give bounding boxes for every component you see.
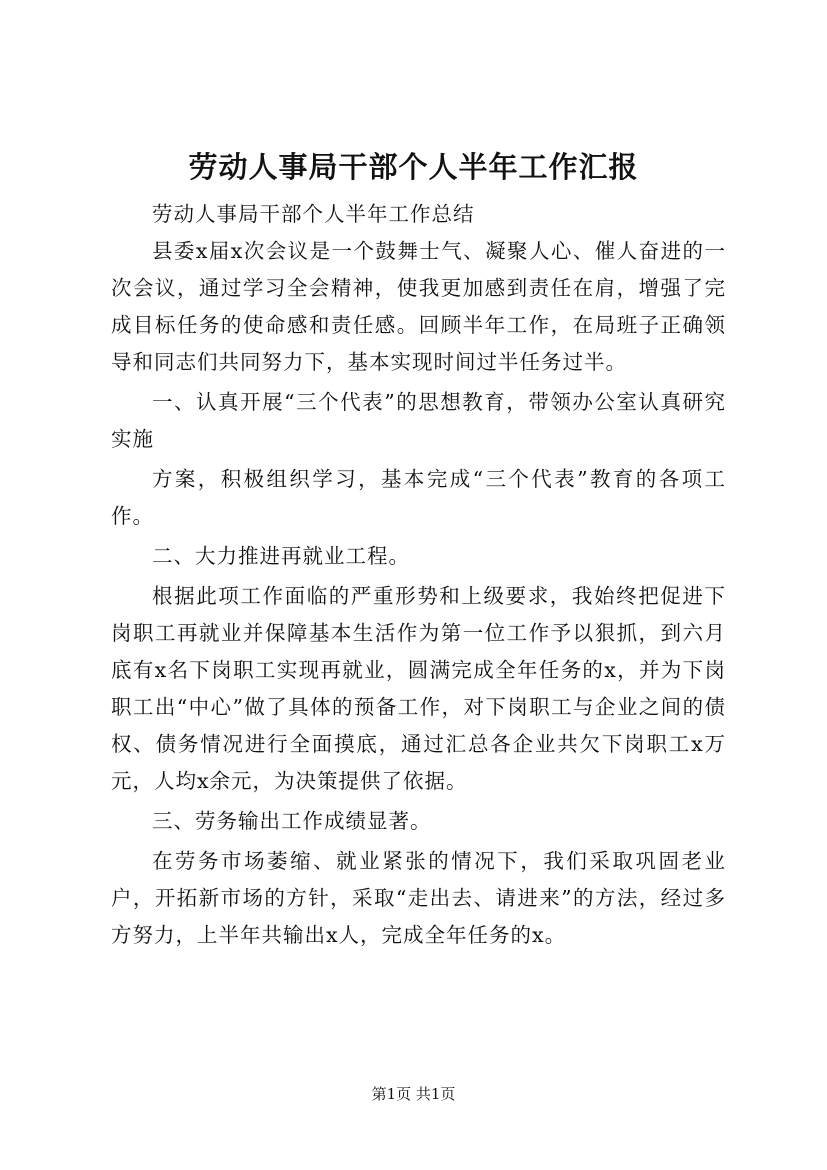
section-heading-1: 一、认真开展“三个代表”的思想教育，带领办公室认真研究实施 xyxy=(111,390,726,451)
subtitle-paragraph: 劳动人事局干部个人半年工作总结 xyxy=(152,202,475,226)
body-paragraph: 根据此项工作面临的严重形势和上级要求，我始终把促进下岗职工再就业并保障基本生活作为第一位工作予以狠抓，到六月底有x名下岗职工实现再就业，圆满完成全年任务的x，并为下岗职工出“中心”做了具体的预备工作，对下岗职工与企业之间的债权、债务情况进行全面摸底，通过汇总各企业共欠下岗职工x万元，人均x余元，为决策提供了依据。 xyxy=(111,584,726,793)
body-paragraph: 方案，积极组织学习，基本完成“三个代表”教育的各项工作。 xyxy=(111,467,726,528)
body-paragraph: 县委x届x次会议是一个鼓舞士气、凝聚人心、催人奋进的一次会议，通过学习全会精神，使我更加感到责任在肩，增强了完成目标任务的使命感和责任感。回顾半年工作，在局班子正确领导和同志们共同努力下，基本实现时间过半任务过半。 xyxy=(111,239,726,374)
section-heading-3: 三、劳务输出工作成绩显著。 xyxy=(152,809,432,833)
body-paragraph: 在劳务市场萎缩、就业紧张的情况下，我们采取巩固老业户，开拓新市场的方针，采取“走出去、请进来”的方法，经过多方努力，上半年共输出x人，完成全年任务的x。 xyxy=(111,849,726,947)
document-body xyxy=(111,196,726,954)
section-heading-2: 二、大力推进再就业工程。 xyxy=(152,544,410,568)
document-title: 劳动人事局干部个人半年工作汇报 xyxy=(188,150,639,184)
page-footer: 第1页 共1页 xyxy=(371,1085,456,1103)
